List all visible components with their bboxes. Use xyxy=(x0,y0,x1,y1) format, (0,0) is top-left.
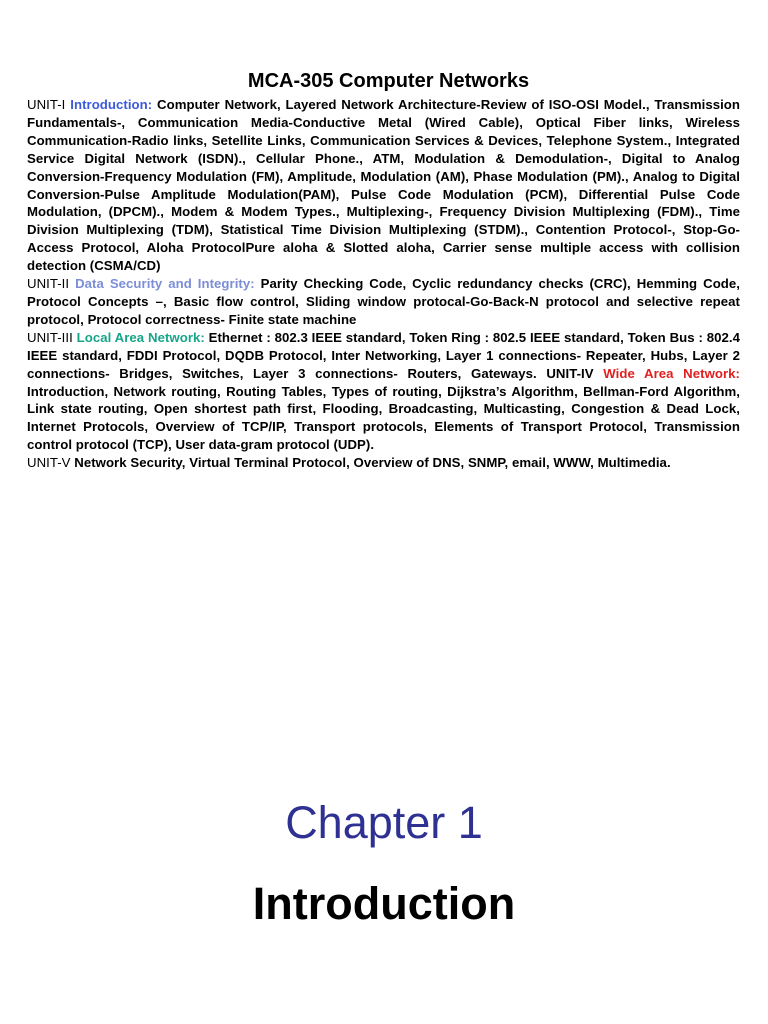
unit-1-heading: Introduction: xyxy=(70,97,153,112)
chapter-title: Introduction xyxy=(252,878,516,929)
unit-3-tag: UNIT-III xyxy=(27,329,77,345)
syllabus-page xyxy=(27,66,740,472)
unit-2-tag: UNIT-II xyxy=(27,276,76,292)
unit-1 xyxy=(27,96,740,275)
unit-1-tag: UNIT-I xyxy=(27,97,71,112)
unit-2 xyxy=(27,275,740,329)
unit-5 xyxy=(27,454,740,472)
chapter-label: Chapter 1 xyxy=(285,797,483,848)
unit-5-tag: UNIT-V xyxy=(27,455,75,471)
unit-3-heading: Local Area Network: xyxy=(76,329,205,345)
unit-2-heading: Data Security and Integrity: xyxy=(75,276,255,292)
unit-4-body: Introduction, Network routing, Routing Tables, Types of routing, Dijkstra’s Algorithm, Bellman-Ford Algorithm, Link state routing, Open shortest path first, Flooding, Broadcasting, Multicasting, Congestion & Dead Lock, Internet Protocols, Overview of TCP/IP, Transport protocols, Elements of Transport Protocol, Transmission control protocol (TCP), User data-gram protocol (UDP). xyxy=(27,383,740,453)
unit-3-body: Ethernet : 802.3 IEEE standard, Token Ring : 802.5 IEEE standard, Token Bus : 802.4 IEEE standard, FDDI Protocol, DQDB Protocol, Inter Networking, Layer 1 connections- Repeater, Hubs, Layer 2 connections- Bridges, Switches, Layer 3 connections- Routers, Gateways. UNIT-IV xyxy=(27,329,740,381)
unit-1-body: Computer Network, Layered Network Architecture-Review of ISO-OSI Model., Transmission Fundamentals-, Communication Media-Conductive Metal (Wired Cable), Optical Fiber links, Wireless Communication-Radio links, Setellite Links, Communication Services & Devices, Telephone System., Integrated Service Digital Network (ISDN)., Cellular Phone., ATM, Modulation & Demodulation-, Digital to Analog Conversion-Frequency Modulation (FM), Amplitude, Modulation (AM), Phase Modulation (PM)., Analog to Digital Conversion-Pulse Amplitude Modulation(PAM), Pulse Code Modulation (PCM), Differential Pulse Code Modulation, (DPCM)., Modem & Modem Types., Multiplexing-, Frequency Division Multiplexing (FDM)., Time Division Multiplexing (TDM), Statistical Time Division Multiplexing (STDM)., Contention Protocol-, Stop-Go-Access Protocol, Aloha ProtocolPure aloha & Slotted aloha, Carrier sense multiple access with collision detection (CSMA/CD) xyxy=(27,97,741,274)
unit-4-heading: Wide Area Network: xyxy=(603,365,740,381)
unit-2-body: Parity Checking Code, Cyclic redundancy checks (CRC), Hemming Code, Protocol Concepts –, Basic flow control, Sliding window protocal-Go-Back-N protocol and selective repeat protocol, Protocol correctness- Finite state machine xyxy=(27,276,740,327)
syllabus-units xyxy=(27,96,740,472)
document-title: MCA-305 Computer Networks xyxy=(247,70,530,92)
unit-3-4 xyxy=(27,329,740,454)
unit-5-body: Network Security, Virtual Terminal Protocol, Overview of DNS, SNMP, email, WWW, Multimedia. xyxy=(74,455,671,471)
